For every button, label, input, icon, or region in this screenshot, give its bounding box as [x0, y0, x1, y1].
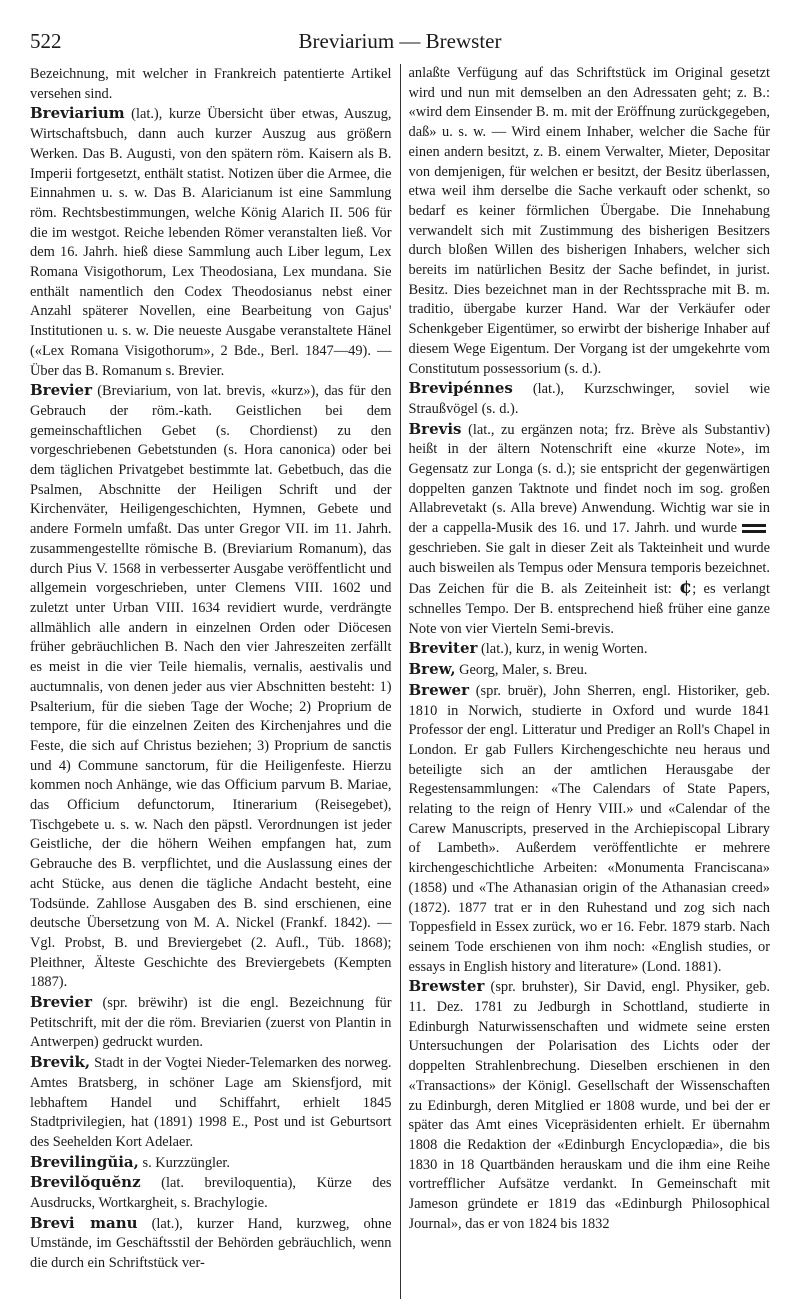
entry-text: (lat.), kurze Übersicht über etwas, Auszug, Wirtschaftsbuch, dann auch kurzer Auszug aus größern Werken. Das B. Augusti, von den spätern röm. Kaisern als B. Imperii fortgesetzt, enthält statist. Notizen über die Armee, die Einnahmen u. s. w. Das B. Alaricianum ist eine Sammlung röm. Rechtsbestimmungen, welche König Alarich II. 506 für die im westgot. Reiche lebenden Römer veranstalten ließ. Vor dem 16. Jahrh. hieß diese Sammlung auch Liber legum, Lex Romana Visigothorum, Lex Theodosiana, Lex mundana. Sie enthält namentlich den Codex Theodosianus nebst einer Anzahl späterer Novellen, eine Bearbeitung von Gajus' Institutionen u. s. w. Die neueste Ausgabe veranstaltete Hänel («Lex Romana Visigothorum», 2 Bde., Berl. 1847—49). — Über das B. Romanum s. Brevier. — [30, 106, 392, 379]
text-columns — [30, 64, 770, 1299]
entry-lemma: Brevi manu — [30, 1213, 138, 1232]
entry-text: anlaßte Verfügung auf das Schriftstück im Original gesetzt wird und nun mit demselben an den Adressaten geht; z. B.: «wird dem Einsender B. m. mit der Eröffnung zurückgegeben, daß» u. s. w. — Wird einem Inhaber, welcher die Sache für einen andern besitzt, z. B. einem Verwalter, Mieter, Depositar von demjenigen, für welchen er besitzt, der Besitz überlassen, etwa weil ihm derselbe die Sache verkauft oder schenkt, so bedarf es keiner förmlichen Übergabe. Die Innehabung verwandelt sich mit Zustimmung des bisherigen Besitzers durch bloßen Willen des bisherigen Inhabers, welcher sich bereits im natürlichen Besitz der Sache befindet, in jurist. Besitz. Dies bezeichnet man in der Rechtssprache mit B. m. traditio, übergabe kurzer Hand. War der Verkäufer oder Schenkgeber Eigentümer, so erwirbt der bisherige Inhaber auf diesem Wege Eigentum. Der Vorgang ist der umgekehrte vom Constitutum possessorium (s. d.). — [408, 65, 770, 377]
entry-text: Bezeichnung, mit welcher in Frankreich patentierte Artikel versehen sind. — [30, 66, 392, 102]
entry-text: (lat.), kurzer Hand, kurzweg, ohne Umstände, im Geschäftsstil der Behörden gebräuchlich, wenn die durch ein Schriftstück ver- — [30, 1215, 392, 1272]
brevis-note-symbol — [742, 522, 766, 536]
entry-text: s. Kurzzüngler. — [138, 1154, 230, 1171]
entry-paragraph — [409, 681, 771, 978]
entry-lemma: Brewster — [408, 977, 485, 996]
entry-lemma: Brew, — [408, 660, 456, 679]
entry-text: (lat., zu ergänzen nota; frz. Brève als Substantiv) heißt in der ältern Notenschrift eine «kurze Note», im Gegensatz zur Longa (s. d.); sie entspricht der gegenwärtigen doppelten ganzen Taktnote und findet noch im sog. großen Allabrevetakt (s. Alla breve) Anwendung. Wichtig war sie in der a cappella-Musik des 16. und 17. Jahrh. und wurde — [408, 421, 770, 537]
entry-text: ; es verlangt schnelles Tempo. Der B. entsprechend hieß früher eine ganze Note von vier Vierteln Semi-brevis. — [408, 581, 770, 637]
entry-text: (lat.), kurz, in wenig Worten. — [477, 641, 648, 658]
entry-paragraph — [30, 1153, 392, 1174]
entry-lemma: Brevis — [408, 419, 462, 438]
entry-paragraph — [409, 420, 771, 640]
page-number: 522 — [30, 29, 62, 53]
entry-paragraph — [30, 993, 392, 1053]
entry-lemma: Brevier — [30, 993, 92, 1012]
entry-paragraph — [409, 64, 771, 379]
entry-lemma: Brewer — [408, 680, 469, 699]
entry-lemma: Brevipénnes — [408, 379, 513, 398]
page-header — [30, 14, 770, 54]
entry-text: (spr. bruër), John Sherren, engl. Historiker, geb. 1810 in Norwich, studierte in Oxford und wurde 1841 Professor der engl. Litteratur und Prediger an Roll's Chapel in London. Er gab Fullers Kirchengeschichte neu heraus und beteiligte sich an der amtlichen Herausgabe der Regestensammlungen: «The Calendars of State Papers, relating to the reign of Henry VIII.» und «Calendar of the Carew Manuscripts, preserved in the Archiepiscopal Library of Lambeth». Außerdem veröffentlichte er mehrere kirchengeschichtliche Arbeiten: «Monumenta Franciscana» (1858) und «The Athanasian origin of the Athanasian creed» (1872). 1877 trat er in den Ruhestand und zog sich nach Toppesfield in Essex zurück, wo er 16. Febr. 1879 starb. Nach seinem Tode erschienen von ihm noch: «English studies, or essays in English history and literature» (Lond. 1881). — [408, 682, 770, 975]
entry-paragraph — [30, 64, 392, 104]
entry-text: Stadt in der Vogtei Nieder-Telemarken des norweg. Amtes Bratsberg, in schöner Lage am Skiensfjord, mit lebhaftem Handel und Schiffahrt, erhielt 1845 Stadtprivilegien, hat (1891) 1998 E., Post und ist Geburtsort des Seehelden Kort Adelaer. — [30, 1055, 392, 1150]
entry-lemma: Brevilŏquĕnz — [30, 1173, 141, 1192]
entry-lemma: Brevilingŭia, — [30, 1152, 139, 1171]
alla-breve-sign: ¢ — [679, 576, 693, 599]
column-divider — [400, 64, 401, 1299]
running-head: Breviarium — Brewster — [298, 29, 502, 53]
left-column — [30, 64, 392, 1299]
entry-lemma: Brevik, — [30, 1053, 91, 1072]
entry-paragraph — [30, 1214, 392, 1274]
right-column — [409, 64, 771, 1299]
entry-paragraph — [30, 104, 392, 381]
entry-text: (lat.), Kurzschwinger, soviel wie Straußvögel (s. d.). — [408, 381, 770, 417]
entry-text: (spr. brëwihr) ist die engl. Bezeichnung für Petitschrift, mit der die röm. Breviarien (zuerst von Plantin in Antwerpen) gedruckt wurden. — [30, 995, 392, 1051]
entry-paragraph — [30, 1053, 392, 1153]
entry-paragraph — [409, 639, 771, 660]
entry-text: (Breviarium, von lat. brevis, «kurz»), das für den Gebrauch der röm.-kath. Geistlichen bei dem gemeinschaftlichen Gebet (s. Chordienst) zu den vorgeschriebenen Gebetstunden (s. Hora canonica) oder bei dem täglichen Privatgebet bestimmte lat. Gebetbuch, das die Psalmen, Abschnitte der Heiligen Schrift und der Kirchenväter, Heiligengeschichten, Hymnen, Gebete und andere Formeln umfaßt. Das unter Gregor VII. im 11. Jahrh. zusammengestellte römische B. (Breviarium Romanum), das durch Pius V. 1568 in verbesserter Ausgabe veröffentlicht und allgemein vorgeschrieben, unter Clemens VIII. 1602 und zuletzt unter Urban VIII. 1634 revidiert wurde, verdrängte allmählich alle andern in einzelnen Orden oder Diöcesen früher gebräuchlichen B. Nach den vier Jahreszeiten zerfällt es meist in die vier Teile hiemalis, vernalis, aestivalis und auctumnalis, von denen jeder aus vier Abschnitten besteht: 1) Psalterium, für die sieben Tage der Woche; 2) Proprium de tempore, für die einzelnen Zeiten des Kirchenjahres und die Feste, die sich auf Christus beziehen; 3) Proprium de sanctis und 4) Commune sanctorum, für die Heiligenfeste. Hierzu kommen noch Anhänge, wie das Officium parvum B. Mariae, das Officium defunctorum, Itinerarium (Reisegebet), Tischgebete u. s. w. Nach den päpstl. Verordnungen ist jeder Geistliche, der die höhern Weihen empfangen hat, zum Gebrauche des B. verpflichtet, und die Auslassung eines der acht Stücke, aus denen die tägliche Andacht besteht, eine Todsünde. Zahllose Ausgaben des B. sind erschienen, eine deutsche Übersetzung von M. A. Nickel (Frankf. 1842). — Vgl. Probst, B. und Breviergebet (2. Aufl., Tüb. 1868); Pleithner, Älteste Geschichte des Breviergebets (Kempten 1887). — [30, 383, 392, 991]
entry-text: geschrieben. Sie galt in dieser Zeit als Takteinheit und wurde auch bisweilen als Tempus oder Mensura temporis bezeichnet. Das Zeichen für die B. als Zeiteinheit ist: — [408, 539, 770, 598]
entry-text: (spr. bruhster), Sir David, engl. Physiker, geb. 11. Dez. 1781 zu Jedburgh in Schottland, studierte in Edinburgh Naturwissenschaften und widmete seine ersten Untersuchungen der Polarisation des Lichts oder der doppelten Strahlenbrechung. Dieselben erschienen in den «Transactions» der Königl. Gesellschaft der Wissenschaften zu Edinburgh, deren Mitglied er 1808 wurde, und bei der er später das Amt eines Vicepräsidenten erhielt. Er übernahm 1808 die Redaktion der «Edinburgh Encyclopædia», die bis 1830 in 18 Quartbänden herauskam und die ihm eine Reihe vortrefflicher Aufsätze verdankt. In Gemeinschaft mit Jameson gründete er 1819 das «Edinburgh Philosophical Journal», das er von 1824 bis 1832 — [408, 979, 770, 1232]
entry-lemma: Brevier — [30, 381, 92, 400]
entry-text: Georg, Maler, s. Breu. — [455, 662, 588, 679]
entry-lemma: Breviarium — [30, 104, 125, 123]
entry-paragraph — [409, 977, 771, 1234]
entry-text: (lat. breviloquentia), Kürze des Ausdrucks, Wortkargheit, s. Brachylogie. — [30, 1175, 392, 1212]
entry-paragraph — [409, 660, 771, 681]
entry-paragraph — [30, 1173, 392, 1213]
entry-paragraph — [30, 381, 392, 993]
entry-lemma: Breviter — [408, 639, 478, 658]
entry-paragraph — [409, 379, 771, 419]
